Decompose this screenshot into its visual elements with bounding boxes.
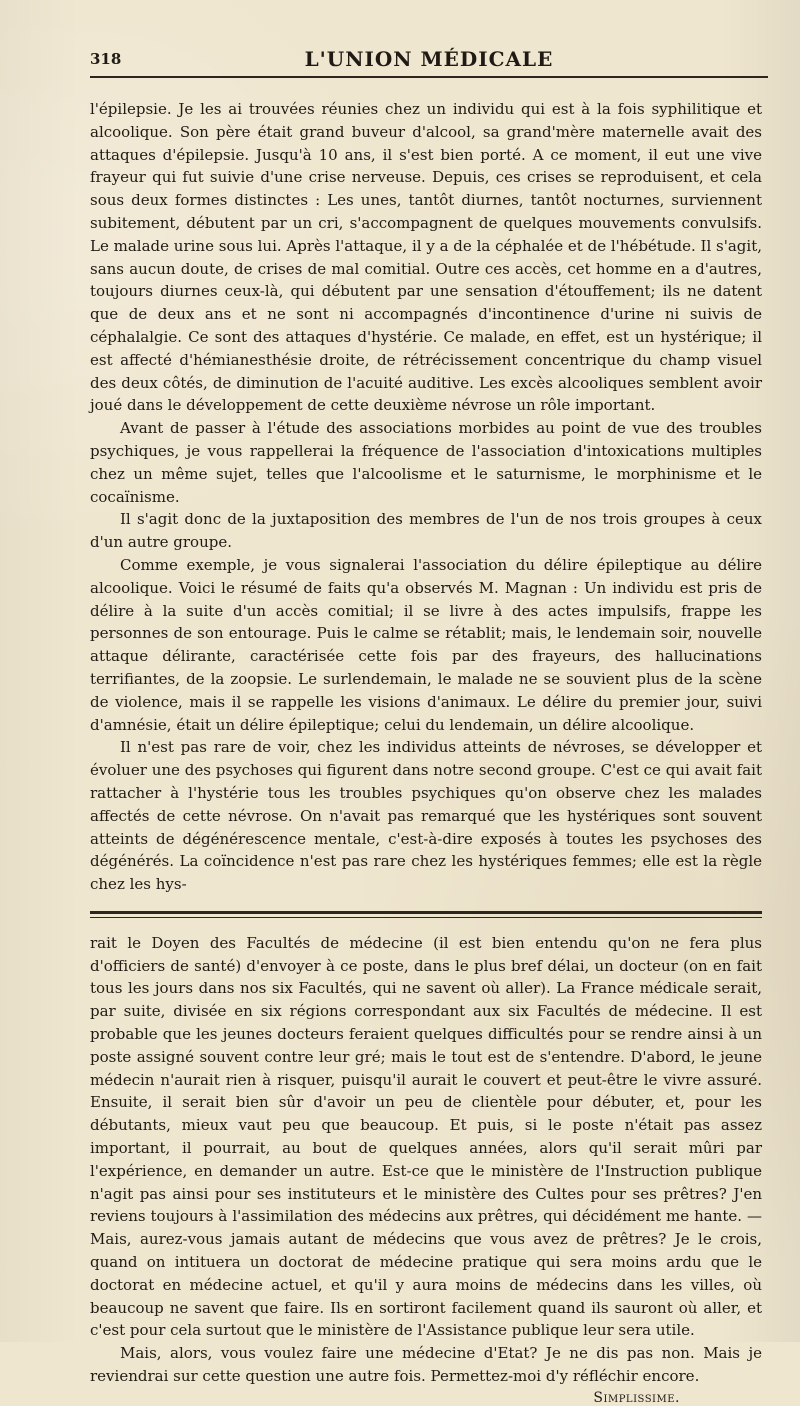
main-article (90, 98, 762, 896)
page-header (90, 42, 768, 78)
section-divider (90, 911, 762, 918)
feuilleton-paragraph-2: Mais, alors, vous voulez faire une médecine d'Etat? Je ne dis pas non. Mais je reviendrai sur cette question une autre fois. Permettez-moi d'y réfléchir encore. (90, 1344, 762, 1386)
paragraph-4: Comme exemple, je vous signalerai l'association du délire épileptique au délire alcoolique. Voici le résumé de faits qu'a observés M. Magnan : Un individu est pris de délire à la suite d'un accès comitial; il se livre à des actes impulsifs, frappe les personnes de son entourage. Puis le calme se rétablit; mais, le lendemain soir, nouvelle attaque délirante, caractérisée cette fois par des frayeurs, des hallucinations terrifiantes, de la zoopsie. Le surlendemain, le malade ne se souvient plus de la scène de violence, mais il se rappelle les visions d'animaux. Le délire du premier jour, suivi d'amnésie, était un délire épileptique; celui du lendemain, un délire alcoolique. (90, 555, 762, 734)
paragraph-5: Il n'est pas rare de voir, chez les individus atteints de névroses, se développer et évoluer une des psychoses qui figurent dans notre second groupe. C'est ce qui avait fait rattacher à l'hystérie tous les troubles psychiques qu'on observe chez les malades affectés de cette névrose. On n'avait pas remarqué que les hystériques sont souvent atteints de dégénérescence mentale, c'est-à-dire exposés à toutes les psychoses des dégénérés. La coïncidence n'est pas rare chez les hystériques femmes; elle est la règle chez les hys- (90, 738, 762, 894)
divider-thin-line (90, 917, 762, 918)
author-signature: Simplissime. (593, 1389, 680, 1406)
paragraph-2: Avant de passer à l'étude des associations morbides au point de vue des troubles psychiques, je vous rappellerai la fréquence de l'association d'intoxications multiples chez un même sujet, telles que l'alcoolisme et le saturnisme, le morphinisme et le cocaïnisme. (90, 419, 762, 506)
paragraph-3: Il s'agit donc de la juxtaposition des membres de l'un de nos trois groupes à ceux d'un autre groupe. (90, 510, 762, 552)
divider-thick-line (90, 911, 762, 914)
journal-title: L'UNION MÉDICALE (304, 47, 554, 71)
page-number: 318 (90, 50, 122, 68)
feuilleton-section (90, 932, 762, 1406)
paragraph-1: l'épilepsie. Je les ai trouvées réunies chez un individu qui est à la fois syphilitique et alcoolique. Son père était grand buveur d'alcool, sa grand'mère maternelle avait des attaques d'épilepsie. Jusqu'à 10 ans, il s'est bien porté. A ce moment, il eut une vive frayeur qui fut suivie d'une crise nerveuse. Depuis, ces crises se reproduisent, et cela sous deux formes distinctes : Les unes, tantôt diurnes, tantôt nocturnes, surviennent subitement, débutent par un cri, s'accompagnent de quelques mouvements convulsifs. Le malade urine sous lui. Après l'attaque, il y a de la céphalée et de l'hébétude. Il s'agit, sans aucun doute, de crises de mal comitial. Outre ces accès, cet homme en a d'autres, toujours diurnes ceux-là, qui débutent par une sensation d'étouffement; ils ne datent que de deux ans et ne sont ni accompagnés d'incontinence d'urine ni suivis de céphalalgie. Ce sont des attaques d'hystérie. Ce malade, en effet, est un hystérique; il est affecté d'hémianesthésie droite, de rétrécissement concentrique du champ visuel des deux côtés, de diminution de l'acuité auditive. Les excès alcooliques semblent avoir joué dans le développement de cette deuxième névrose un rôle important. (90, 100, 762, 415)
feuilleton-paragraph-1: rait le Doyen des Facultés de médecine (il est bien entendu qu'on ne fera plus d'officiers de santé) d'envoyer à ce poste, dans le plus bref délai, un docteur (on en fait tous les jours dans nos six Facultés, qui ne savent où aller). La France médicale serait, par suite, divisée en six régions correspondant aux six Facultés de médecine. Il est probable que les jeunes docteurs feraient quelques difficultés pour se rendre ainsi à un poste assigné souvent contre leur gré; mais le tout est de s'entendre. D'abord, le jeune médecin n'aurait rien à risquer, puisqu'il aurait le couvert et peut-être le vivre assuré. Ensuite, il serait bien sûr d'avoir un peu de clientèle pour débuter, et, pour les débutants, mieux vaut peu que beaucoup. Et puis, si le poste n'était pas assez important, il pourrait, au bout de quelques années, alors qu'il serait mûri par l'expérience, en demander un autre. Est-ce que le ministère de l'Instruction publique n'agit pas ainsi pour ses instituteurs et le ministère des Cultes pour ses prêtres? J'en reviens toujours à l'assimilation des médecins aux prêtres, qui décidément me hante. — Mais, aurez-vous jamais autant de médecins que vous avez de prêtres? Je le crois, quand on intituera un doctorat de médecine pratique qui sera moins ardu que le doctorat en médecine actuel, et qu'il y aura moins de médecins dans les villes, où beaucoup ne savent que faire. Ils en sortiront facilement quand ils sauront où aller, et c'est pour cela surtout que le ministère de l'Assistance publique leur sera utile. (90, 933, 762, 1340)
